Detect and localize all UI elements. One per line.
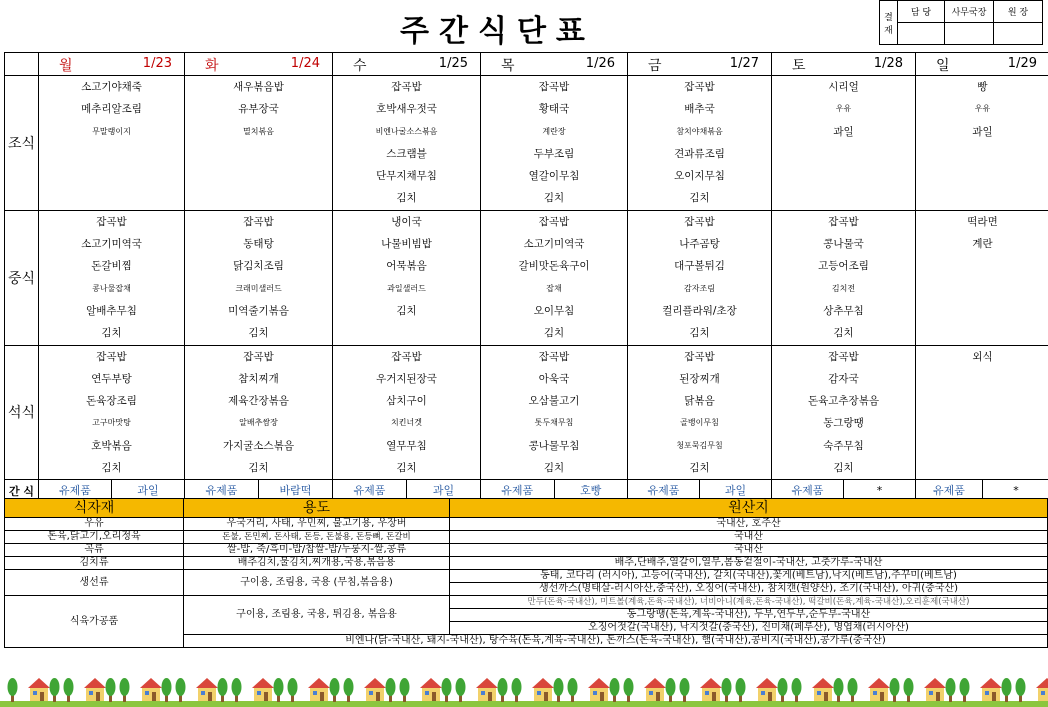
menu-item: 청포묵김무침 xyxy=(676,440,723,450)
menu-item: 돈갈비찜 xyxy=(91,260,132,273)
menu-item: 계란장 xyxy=(542,126,566,136)
menu-item: 참치야채볶음 xyxy=(676,126,723,136)
food-cell: 곡류 xyxy=(5,544,184,557)
use-cell: 구이용, 조림용, 국용, 튀김용, 볶음용 xyxy=(184,596,450,635)
day-name: 일 xyxy=(936,58,950,74)
tree-icon xyxy=(120,678,130,702)
origin-row xyxy=(5,531,1048,544)
tree-icon xyxy=(792,678,802,702)
tree-icon xyxy=(442,678,452,702)
tree-icon xyxy=(50,678,60,702)
menu-item: 잡곡밥 xyxy=(684,350,715,363)
origin-cell: 동그랑땡(돈육,계육-국내산), 두부,연두부,순두부-국내산 xyxy=(450,609,1048,622)
tree-icon xyxy=(568,678,578,702)
menu-item: 잡곡밥 xyxy=(828,350,859,363)
menu-cell xyxy=(481,210,628,345)
approval-director: 원 장 xyxy=(994,1,1043,23)
tree-icon xyxy=(274,678,284,702)
day-header-cell xyxy=(481,53,628,76)
origin-header-row xyxy=(5,499,1048,518)
menu-item: 호박볶음 xyxy=(91,439,132,452)
menu-cell xyxy=(481,76,628,211)
origin-row xyxy=(5,557,1048,570)
tree-icon xyxy=(890,678,900,702)
menu-cell xyxy=(185,345,333,480)
menu-cell xyxy=(481,345,628,480)
tree-icon xyxy=(8,678,18,702)
menu-item: 소고기야채죽 xyxy=(81,81,142,93)
menu-item: 열무무침 xyxy=(386,439,427,452)
menu-item: 김치 xyxy=(543,462,565,475)
menu-item: 잡곡밥 xyxy=(96,350,127,363)
menu-item: 어묵볶음 xyxy=(386,260,427,273)
origin-row xyxy=(5,596,1048,609)
menu-item: 과일 xyxy=(972,125,993,138)
menu-item: 계란 xyxy=(972,238,993,251)
menu-item: 가지굴소스볶음 xyxy=(222,439,294,452)
use-cell: 구이용, 조림용, 국용 (무침,볶음용) xyxy=(184,570,450,596)
menu-item: 우유 xyxy=(835,104,852,114)
snack-item: 유제품 xyxy=(933,484,965,498)
menu-item: 제육간장볶음 xyxy=(228,395,289,408)
day-header-cell xyxy=(628,53,772,76)
origin-table xyxy=(4,498,1048,648)
day-name: 금 xyxy=(648,58,662,74)
menu-item: 김치 xyxy=(833,327,854,340)
snack-item: 유제품 xyxy=(205,484,238,498)
menu-item: 비엔나굴소스볶음 xyxy=(375,126,438,136)
menu-item: 나물비빔밥 xyxy=(381,238,432,251)
meal-label: 석식 xyxy=(5,345,39,480)
day-name: 수 xyxy=(353,58,367,74)
menu-item: 과일 xyxy=(833,125,854,138)
house-icon xyxy=(812,678,834,701)
menu-item: 된장찌개 xyxy=(679,372,720,385)
menu-item: 호박새우젓국 xyxy=(376,103,437,116)
food-cell: 생선류 xyxy=(5,570,184,596)
menu-item: 삼치구이 xyxy=(386,395,427,408)
use-cell: 우국거리, 사태, 우민찌, 불고기용, 우장버 xyxy=(184,518,450,531)
snack-item: 유제품 xyxy=(647,484,680,498)
day-header-row xyxy=(5,53,1048,76)
menu-item: 잡곡밥 xyxy=(391,350,422,363)
corner-cell xyxy=(5,53,39,76)
tree-icon xyxy=(680,678,690,702)
menu-item: 동그랑땡 xyxy=(823,417,864,430)
tree-icon xyxy=(106,678,116,702)
day-header-cell xyxy=(333,53,481,76)
menu-item: 동태탕 xyxy=(243,238,274,251)
house-icon xyxy=(308,678,330,701)
day-date: 1/24 xyxy=(290,56,320,71)
snack-item: * xyxy=(982,480,1048,502)
menu-item: 외식 xyxy=(972,350,993,363)
origin-cell: 배추,단배추,열갈이,열무,봄동겉절이-국내산, 고춧가루-국내산 xyxy=(450,557,1048,570)
approval-box xyxy=(879,0,1043,45)
tree-icon xyxy=(232,678,242,702)
day-header-cell xyxy=(916,53,1048,76)
day-date: 1/28 xyxy=(873,56,903,71)
approval-sign-3 xyxy=(994,23,1043,45)
menu-item: 오이무침 xyxy=(533,304,575,317)
house-icon xyxy=(196,678,218,701)
tree-icon xyxy=(64,678,74,702)
use-cell: 배추김치,물김치,찌개용,국용,볶음용 xyxy=(184,557,450,570)
day-date: 1/29 xyxy=(1007,56,1037,71)
menu-item: 연두부탕 xyxy=(91,372,132,385)
snack-item: 과일 xyxy=(406,480,480,502)
menu-item: 치킨너겟 xyxy=(391,418,422,428)
approval-sign-2 xyxy=(945,23,994,45)
menu-item: 알배추무침 xyxy=(86,304,137,317)
food-cell: 우유 xyxy=(5,518,184,531)
menu-item: 콩나물국 xyxy=(823,238,864,251)
menu-cell xyxy=(333,345,481,480)
house-icon xyxy=(420,678,442,701)
menu-item: 김치 xyxy=(101,462,122,475)
approval-manager: 사무국장 xyxy=(945,1,994,23)
tree-icon xyxy=(1016,678,1026,702)
menu-item: 김치 xyxy=(101,327,122,340)
menu-item: 골뱅이무침 xyxy=(680,418,719,428)
menu-item: 알배추쌈장 xyxy=(239,418,278,428)
tree-icon xyxy=(386,678,396,702)
menu-cell xyxy=(772,210,916,345)
menu-item: 우거지된장국 xyxy=(376,372,437,385)
use-cell: 돈불, 돈민찌, 돈사태, 돈등, 돈불용, 돈등뼈, 돈갈비 xyxy=(184,531,450,544)
menu-cell xyxy=(628,76,772,211)
menu-item: 김치 xyxy=(396,192,417,205)
menu-cell xyxy=(185,76,333,211)
menu-cell xyxy=(628,345,772,480)
menu-item: 콩나물무침 xyxy=(528,439,580,452)
menu-item: 소고기미역국 xyxy=(523,238,585,251)
menu-item: 무말랭이지 xyxy=(92,126,131,136)
day-name: 월 xyxy=(59,58,73,74)
menu-cell xyxy=(185,210,333,345)
menu-item: 잡곡밥 xyxy=(538,350,570,363)
tree-icon xyxy=(610,678,620,702)
day-name: 화 xyxy=(205,58,219,74)
meal-row-dinner xyxy=(5,345,1048,480)
menu-item: 오삼불고기 xyxy=(528,395,580,408)
menu-item: 견과류조림 xyxy=(674,147,725,160)
menu-cell xyxy=(628,210,772,345)
menu-item: 소고기미역국 xyxy=(81,238,142,251)
tree-icon xyxy=(736,678,746,702)
weekly-menu-table xyxy=(4,52,1048,503)
tree-icon xyxy=(162,678,172,702)
origin-cell: 비엔나(닭-국내산, 돼지-국내산), 탕수육(돈육,계육-국내산), 돈까스(돈육-국내산), 햄(국내산),콩비지(국내산),콩가루(중국산) xyxy=(184,635,1048,648)
snack-item: 바람떡 xyxy=(258,480,332,502)
menu-item: 참치찌개 xyxy=(238,372,279,385)
menu-cell xyxy=(772,76,916,211)
menu-cell xyxy=(772,345,916,480)
day-name: 목 xyxy=(501,58,515,74)
menu-item: 감자국 xyxy=(828,372,859,385)
menu-item: 오이지무침 xyxy=(674,170,725,183)
header-food: 식자재 xyxy=(5,499,184,518)
approval-label: 결재 xyxy=(880,1,898,45)
snack-item: 유제품 xyxy=(791,484,824,498)
menu-item: 새우볶음밥 xyxy=(233,81,284,93)
meal-row-breakfast xyxy=(5,76,1048,211)
menu-item: 돈육장조림 xyxy=(86,395,137,408)
house-icon xyxy=(84,678,106,701)
grass-strip xyxy=(0,701,1048,707)
meal-label: 중식 xyxy=(5,210,39,345)
tree-icon xyxy=(722,678,732,702)
tree-icon xyxy=(848,678,858,702)
menu-item: 김치 xyxy=(396,462,417,475)
food-cell: 식육가공품 xyxy=(5,596,184,648)
menu-item: 잡곡밥 xyxy=(684,81,715,93)
approval-sign-1 xyxy=(898,23,945,45)
menu-item: 메추리알조림 xyxy=(81,103,142,116)
snack-label: 간 식 xyxy=(5,480,39,503)
menu-item: 김치 xyxy=(396,304,417,317)
menu-item: 김치 xyxy=(689,462,710,475)
day-date: 1/25 xyxy=(438,56,468,71)
menu-item: 닭김치조림 xyxy=(233,260,284,273)
menu-item: 대구볼튀김 xyxy=(674,260,725,273)
house-icon xyxy=(532,678,554,701)
menu-item: 우유 xyxy=(974,104,991,114)
menu-item: 컬리플라워/초장 xyxy=(662,304,737,317)
snack-item: 호빵 xyxy=(554,480,628,502)
snack-item: 유제품 xyxy=(501,484,534,498)
tree-icon xyxy=(778,678,788,702)
menu-item: 잡곡밥 xyxy=(243,350,274,363)
origin-cell: 오징어젓갈(국내산), 낙지젓갈(중국산), 진미채(페루산), 명엽채(러시아산) xyxy=(450,622,1048,635)
menu-item: 김치 xyxy=(833,462,854,475)
menu-item: 잡채 xyxy=(546,283,562,293)
snack-item: 과일 xyxy=(111,480,184,502)
menu-item: 냉이국 xyxy=(391,215,422,228)
menu-item: 미역줄기볶음 xyxy=(228,304,289,317)
menu-item: 유부장국 xyxy=(238,103,279,116)
page-title: 주간식단표 xyxy=(400,14,595,49)
menu-item: 열갈이무침 xyxy=(528,170,580,183)
menu-item: 과일샐러드 xyxy=(387,283,426,293)
menu-item: 멸치볶음 xyxy=(243,126,274,136)
tree-icon xyxy=(666,678,676,702)
use-cell: 쌀-밥, 죽/흑미-밥/찹쌀-밥/누룽지-쌀,콩류 xyxy=(184,544,450,557)
meal-row-lunch xyxy=(5,210,1048,345)
meal-label: 조식 xyxy=(5,76,39,211)
menu-item: 잡곡밥 xyxy=(391,81,422,93)
tree-icon xyxy=(400,678,410,702)
tree-icon xyxy=(330,678,340,702)
house-icon xyxy=(868,678,890,701)
tree-icon xyxy=(176,678,186,702)
menu-cell xyxy=(333,210,481,345)
tree-icon xyxy=(904,678,914,702)
menu-cell xyxy=(333,76,481,211)
menu-item: 갈비맛돈육구이 xyxy=(518,260,590,273)
day-header-cell xyxy=(772,53,916,76)
menu-item: 상추무침 xyxy=(823,304,864,317)
menu-item: 고구마맛탕 xyxy=(92,418,131,428)
day-header-cell xyxy=(185,53,333,76)
menu-item: 김치 xyxy=(543,192,565,205)
menu-item: 감자조림 xyxy=(684,283,715,293)
menu-item: 김치전 xyxy=(831,283,856,293)
origin-cell: 동태, 코다리 (러시아), 고등어(국내산), 갈치(국내산),꽃게(베트남),낙지(베트남),주꾸미(베트남) xyxy=(450,570,1048,583)
origin-cell: 생선까스(명태살-러시아산,중국산), 오징어(국내산), 참치캔(원양산), 조기(국내산), 아귀(중국산) xyxy=(450,583,1048,596)
menu-item: 스크램블 xyxy=(386,147,427,160)
house-icon xyxy=(28,678,50,701)
tree-icon xyxy=(834,678,844,702)
origin-cell: 만두(돈육-국내산), 미트볼(계육,돈육-국내산), 너비아니(계육,돈육-국내산), 떡갈비(돈육,계육-국내산),오리훈제(국내산) xyxy=(450,596,1048,609)
menu-item: 잡곡밥 xyxy=(538,81,570,93)
menu-item: 김치 xyxy=(689,192,710,205)
tree-icon xyxy=(288,678,298,702)
menu-item: 김치 xyxy=(248,462,269,475)
menu-item: 잡곡밥 xyxy=(538,215,570,228)
menu-cell xyxy=(916,76,1048,211)
menu-item: 황태국 xyxy=(538,103,570,116)
tree-icon xyxy=(456,678,466,702)
day-date: 1/26 xyxy=(585,56,615,71)
food-cell: 김치류 xyxy=(5,557,184,570)
menu-item: 잡곡밥 xyxy=(243,215,274,228)
snack-item: * xyxy=(843,480,915,502)
header-use: 용도 xyxy=(184,499,450,518)
menu-item: 빵 xyxy=(977,81,988,93)
tree-icon xyxy=(512,678,522,702)
origin-cell: 국내산 xyxy=(450,544,1048,557)
menu-item: 고등어조림 xyxy=(818,260,869,273)
origin-cell: 국내산 xyxy=(450,531,1048,544)
menu-item: 떡라면 xyxy=(967,215,998,228)
tree-icon xyxy=(218,678,228,702)
menu-cell xyxy=(39,76,185,211)
house-tree-pattern xyxy=(8,678,1048,702)
tree-icon xyxy=(1002,678,1012,702)
food-cell: 돈육,닭고기,오리정육 xyxy=(5,531,184,544)
menu-item: 두부조림 xyxy=(533,147,575,160)
house-icon xyxy=(476,678,498,701)
origin-row xyxy=(5,518,1048,531)
menu-item: 김치 xyxy=(689,327,710,340)
day-date: 1/27 xyxy=(729,56,759,71)
house-icon xyxy=(700,678,722,701)
menu-item: 잡곡밥 xyxy=(684,215,715,228)
house-icon xyxy=(924,678,946,701)
menu-item: 아욱국 xyxy=(538,372,570,385)
snack-item: 유제품 xyxy=(59,484,91,498)
origin-cell: 국내산, 호주산 xyxy=(450,518,1048,531)
header-origin: 원산지 xyxy=(450,499,1048,518)
approval-staff: 담 당 xyxy=(898,1,945,23)
menu-item: 톳두채무침 xyxy=(534,418,574,428)
menu-cell xyxy=(916,345,1048,480)
tree-icon xyxy=(960,678,970,702)
tree-icon xyxy=(946,678,956,702)
footer-decoration xyxy=(0,672,1048,707)
tree-icon xyxy=(624,678,634,702)
menu-cell xyxy=(916,210,1048,345)
house-icon xyxy=(252,678,274,701)
menu-item: 콩나물잡채 xyxy=(92,283,131,293)
menu-item: 잡곡밥 xyxy=(828,215,859,228)
menu-item: 단무지채무침 xyxy=(376,170,437,183)
origin-row xyxy=(5,570,1048,583)
menu-cell xyxy=(39,345,185,480)
menu-item: 김치 xyxy=(543,327,565,340)
house-icon xyxy=(364,678,386,701)
snack-item: 유제품 xyxy=(353,484,386,498)
day-name: 토 xyxy=(792,58,806,74)
house-icon xyxy=(644,678,666,701)
house-icon xyxy=(756,678,778,701)
tree-icon xyxy=(344,678,354,702)
origin-row xyxy=(5,544,1048,557)
menu-cell xyxy=(39,210,185,345)
house-icon xyxy=(588,678,610,701)
house-icon xyxy=(980,678,1002,701)
menu-item: 나주곰탕 xyxy=(679,238,720,251)
menu-item: 숙주무침 xyxy=(823,439,864,452)
snack-item: 과일 xyxy=(699,480,771,502)
tree-icon xyxy=(498,678,508,702)
menu-item: 잡곡밥 xyxy=(96,215,127,228)
menu-item: 돈육고추장볶음 xyxy=(807,395,879,408)
menu-item: 크래미샐러드 xyxy=(235,283,282,293)
menu-item: 닭볶음 xyxy=(684,395,715,408)
day-header-cell xyxy=(39,53,185,76)
house-icon xyxy=(1036,678,1048,701)
menu-item: 배추국 xyxy=(684,103,715,116)
tree-icon xyxy=(554,678,564,702)
house-icon xyxy=(140,678,162,701)
menu-item: 시리얼 xyxy=(828,81,859,93)
day-date: 1/23 xyxy=(142,56,172,71)
menu-item: 김치 xyxy=(248,327,269,340)
